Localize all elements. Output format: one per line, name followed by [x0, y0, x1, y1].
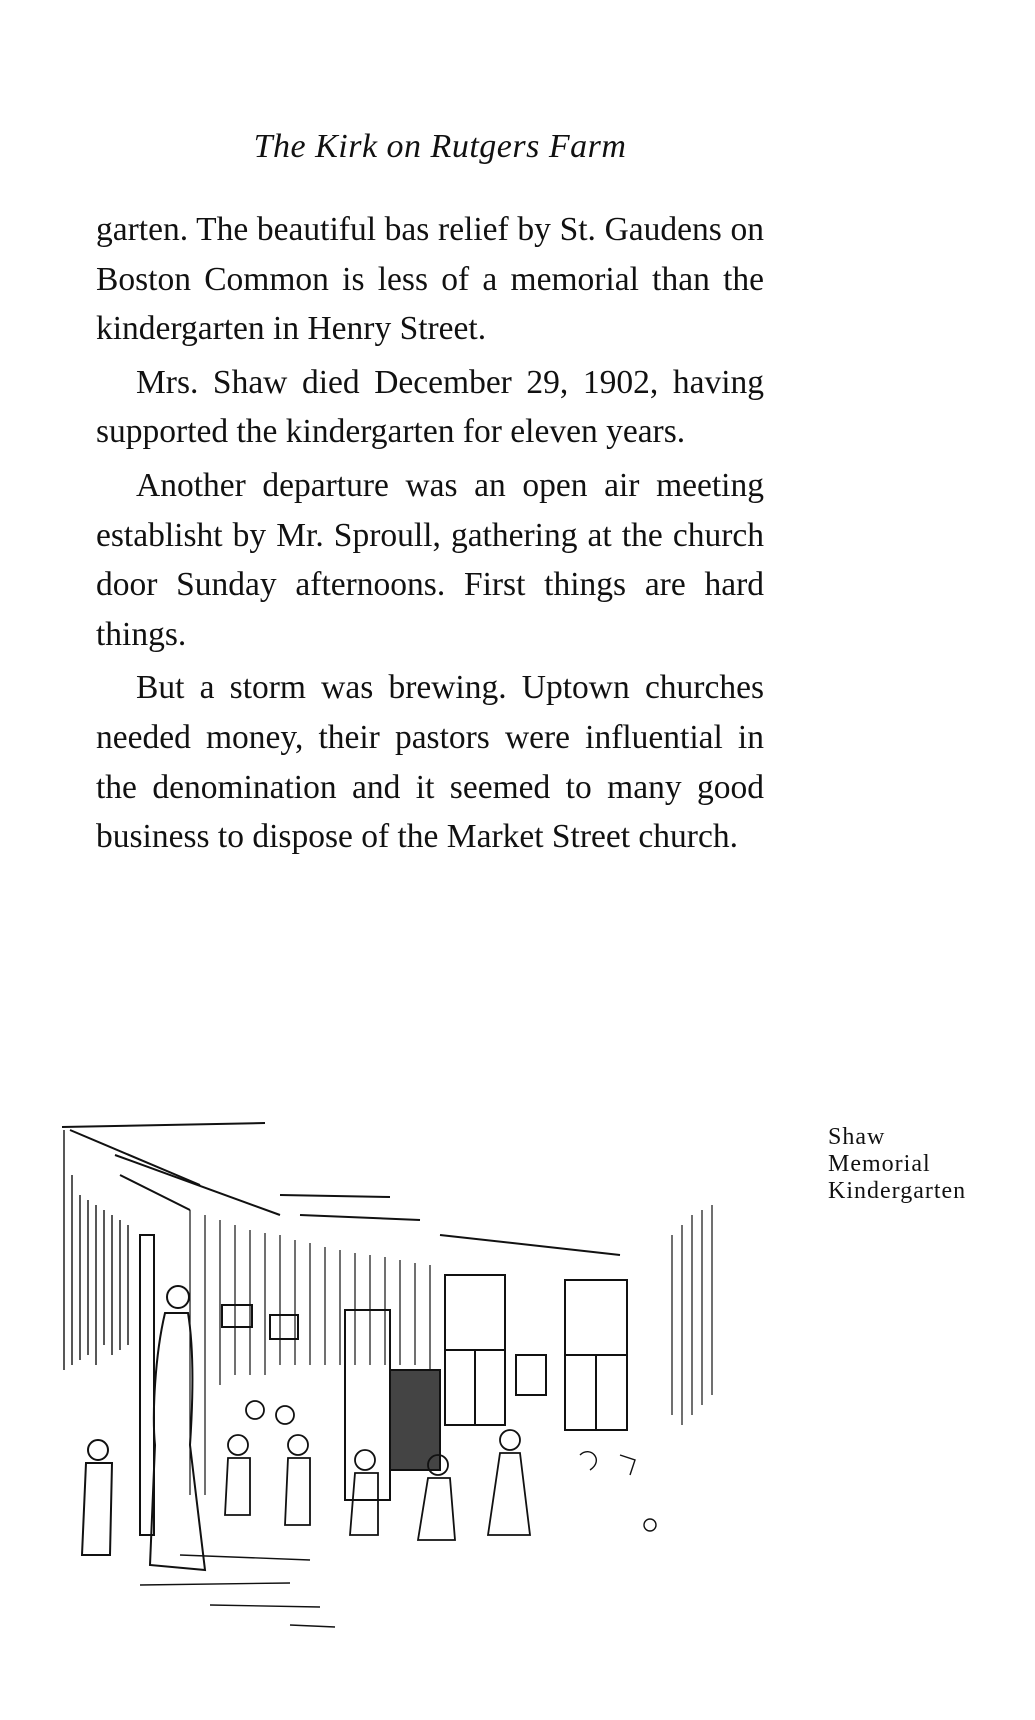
column — [140, 1235, 154, 1535]
running-head: The Kirk on Rutgers Farm — [253, 128, 627, 165]
caption-line-2: Memorial — [828, 1151, 931, 1177]
left-wall-hatching — [64, 1130, 128, 1370]
child-figure-left — [82, 1440, 112, 1555]
paragraph-4: But a storm was brewing. Uptown churches needed money, their pastors were influential in the denomination and it seemed to many good business to dispose of the Market Street church. — [96, 669, 764, 856]
doorway — [345, 1310, 390, 1500]
wall-frame — [516, 1355, 546, 1395]
caption-line-3: Kindergarten — [828, 1178, 967, 1204]
window-left — [445, 1275, 505, 1425]
paragraph-2: Mrs. Shaw died December 29, 1902, having supported the kindergarten for eleven years. — [96, 363, 764, 451]
body-text — [96, 205, 764, 862]
right-wall-hatching — [672, 1205, 712, 1425]
window-right — [565, 1280, 627, 1430]
wall-picture — [270, 1315, 298, 1339]
children-group — [225, 1401, 530, 1540]
paragraph-1: garten. The beautiful bas relief by St. Gaudens on Boston Common is less of a memorial than the kindergarten in Henry Street. — [96, 211, 764, 348]
paragraph-3: Another departure was an open air meeting establisht by Mr. Sproull, gathering at the church door Sunday afternoons. First things are hard things. — [96, 466, 764, 653]
kindergarten-illustration — [60, 1115, 800, 1675]
right-sketch-marks — [580, 1452, 656, 1531]
caption-line-1: Shaw — [828, 1124, 886, 1150]
wall-picture — [222, 1305, 252, 1327]
illustration-caption — [828, 1124, 966, 1205]
teacher-figure — [150, 1286, 205, 1570]
blackboard — [390, 1370, 440, 1470]
